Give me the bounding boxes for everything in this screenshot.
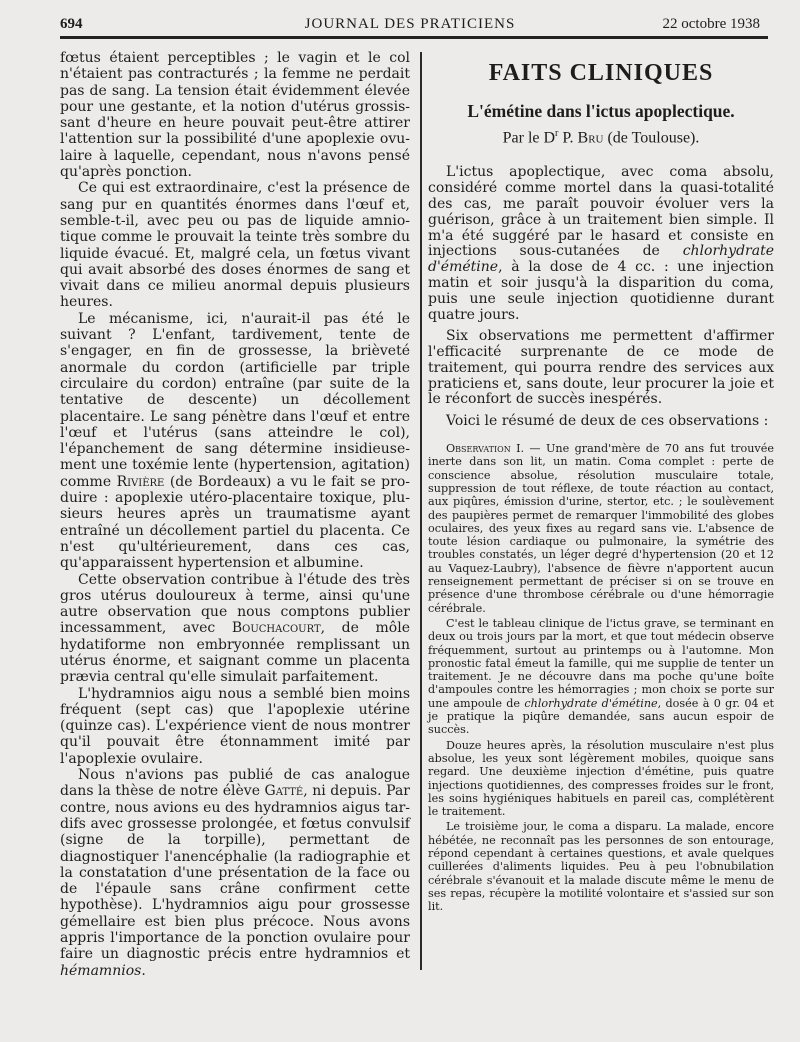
paragraph-text: , à la dose de 4 cc. : une injection matin et soir jusqu'à la disparition du coma, puis une seule injection quotidienne durant quatre jours. [428,259,774,323]
byline-affiliation: (de Toulouse). [603,129,700,147]
issue-date: 22 octobre 1938 [662,16,760,32]
observation-label: Observation I. [446,442,525,456]
paragraph [428,617,774,737]
paragraph-text: — Une grand'mère de 70 ans fut trouvée inerte dans son lit, un matin. Coma complet : perte de conscience absolue, résolution musculaire totale, suppression de tout réflexe, de toute réaction au contact, aux piqûres, émission d'urine, stertor, etc. ; le soulèvement des paupières permet de remarquer l'immobilité des globes oculaires, des yeux fixes au regard sans vie. L'absence de toute lésion cardiaque ou pulmonaire, la symétrie des troubles constatés, un léger degré d'hypertension (20 et 12 au Vaquez-Laubry), l'absence de fièvre n'apportent aucun renseignement permettant de préciser si on se trouve en présence d'une thrombose cérébrale ou d'une hémorragie cérébrale. [428,442,774,615]
paragraph: Douze heures après, la résolution musculaire n'est plus absolue, les yeux sont légèrement mobiles, quoique sans regard. Une deuxième injection d'émétine, puis quatre injections quotidiennes, des compresses froides sur le front, les soins hygiéniques habituels en pareil cas, complétèrent le traitement. [428,738,774,819]
paragraph-text: Nous n'avions pas publié de cas analogue dans la thèse de notre élève [60,767,410,800]
article-title: L'émétine dans l'ictus apoplectique. [467,101,735,121]
paragraph-text: Le mécanisme, ici, n'aurait-il pas été le suivant ? L'enfant, tardivement, tente de s'engager, en fin de grossesse, la brièveté anormale du cordon (artificielle par triple circulaire du cordon) entraîne (par suite de la tentative de descente) un décollement placentaire. Le sang pénètre dans l'œuf et entre l'œuf et l'utérus (sans atteindre le col), l'épanchement de sang détermine insidieusement une toxémie lente (hypertension, agitation) comme [60,310,410,490]
journal-title: JOURNAL DES PRATICIENS [304,16,516,32]
paragraph-text: , ni depuis. Par contre, nous avions eu des hydramnios aigus tardifs avec grossesse prolongée, et fœtus convulsif (signe de la torpille), permettant de diagnostiquer l'anencéphalie (la radiographie et la constatation d'une présentation de la face ou de l'épaule sans crâne confirment cette hypothèse). L'hydramnios aigu pour grossesse gémellaire est bien plus précoce. Nous avons appris l'importance de la ponction ovulaire pour faire un diagnostic précis entre hydramnios et [60,783,410,963]
paragraph: Voici le résumé de deux de ces observations : [446,413,769,430]
paragraph-text: L'ictus apoplectique, avec coma absolu, considéré comme mortel dans la quasi-totalité des cas, me paraît pouvoir évoluer vers la guérison, grâce à un traitement bien simple. Il m'a été suggéré par le hasard et consiste en injections sous-cutanées de [428,164,774,260]
header-rule [60,36,768,39]
paragraph [60,311,410,572]
column-divider [420,52,422,970]
italic-term: hémamnios [60,962,142,979]
italic-term: chlorhydrate d'émétine [524,696,658,710]
byline-prefix: Par le D [502,129,556,147]
paragraph: Le troisième jour, le coma a disparu. La malade, encore hébétée, ne reconnaît pas les personnes de son entourage, répond cependant à certaines questions, et avale quelques cuillerées d'aliments liquides. Peu à peu l'obnubilation cérébrale s'évanouit et la malade discute même le menu de ses repas, récupère la motilité volontaire et s'assied sur son lit. [428,820,774,914]
right-column [428,60,774,913]
paragraph-text: Cette observation contribue à l'étude des très gros utérus douloureux à terme, ainsi qu'une autre observation que nous comptons publier incessamment, avec [60,571,410,637]
page-number: 694 [60,16,83,32]
italic-term: chlorhydrate d'émétine [428,243,774,276]
paragraph: fœtus étaient perceptibles ; le vagin et le col n'étaient pas contracturés ; la femme ne perdait pas de sang. La tension était évidemment élevée pour une gestante, et la notion d'utérus grossissant d'heure en heure pouvait peut-être attirer l'attention sur la possibilité d'une apoplexie ovulaire à laquelle, cependant, nous n'avons pensé qu'après ponction. [60,50,410,181]
article-body [428,165,774,430]
observation-block [428,442,774,913]
byline-initial: P. [558,129,578,147]
paragraph-text: (de Bordeaux) a vu le fait se produire : apoplexie utéro-placentaire toxique, plusieurs heures après un traumatisme ayant entraîné un décollement partiel du placenta. Ce n'est qu'ultérieurement, dans ces cas, qu'apparaissent hypertension et albumine. [60,473,410,572]
paragraph: L'hydramnios aigu nous a semblé bien moins fréquent (sept cas) que l'apoplexie utérine (quinze cas). L'expérience vient de nous montrer qu'il pouvait être étonnamment imité par l'apoplexie ovulaire. [60,685,410,767]
paragraph-text: , dosée à 0 gr. 04 et je pratique la piqûre demandée, sans aucun espoir de succès. [428,696,774,737]
paragraph-text: , de môle hydatiforme non embryonnée remplissant un utérus énorme, et saignant comme un placenta prævia central qu'elle simulait parfaitement. [60,620,410,686]
author-name: Rivière [116,473,165,490]
author-name: Bouchacourt [231,620,321,637]
paragraph [428,165,774,323]
paragraph: Six observations me permettent d'affirmer l'efficacité surprenante de ce mode de traitement, qui pourra rendre des services aux praticiens et, sans doute, leur procurer la joie et le réconfort de succès inespérés. [428,328,774,408]
paragraph-text: C'est le tableau clinique de l'ictus grave, se terminant en deux ou trois jours par la mort, et que tout médecin observe fréquemment, surtout au printemps ou à l'automne. Mon pronostic fatal émeut la famille, qui me supplie de tenter un traitement. Je ne découvre dans ma poche qu'une boîte d'ampoules contre les hémorragies ; mon choix se porte sur une ampoule de [428,616,774,710]
running-header [60,14,760,36]
author-name: Gatté [264,783,304,800]
byline [428,128,774,147]
section-title: FAITS CLINIQUES [488,60,714,86]
paragraph: Ce qui est extraordinaire, c'est la présence de sang pur en quantités énormes dans l'œuf et, semble-t-il, avec peu ou pas de liquide amniotique comme le prouvait la teinte très sombre du liquide évacué. Et, malgré cela, un fœtus vivant qui avait absorbé des doses énormes de sang et vivait dans ce milieu anormal depuis plusieurs heures. [60,180,410,311]
paragraph-text: . [141,962,146,979]
author-name: Bru [577,129,604,147]
left-column [60,50,410,979]
paragraph [428,442,774,615]
paragraph [60,572,410,686]
byline-sup: r [555,128,559,139]
paragraph [60,767,410,979]
